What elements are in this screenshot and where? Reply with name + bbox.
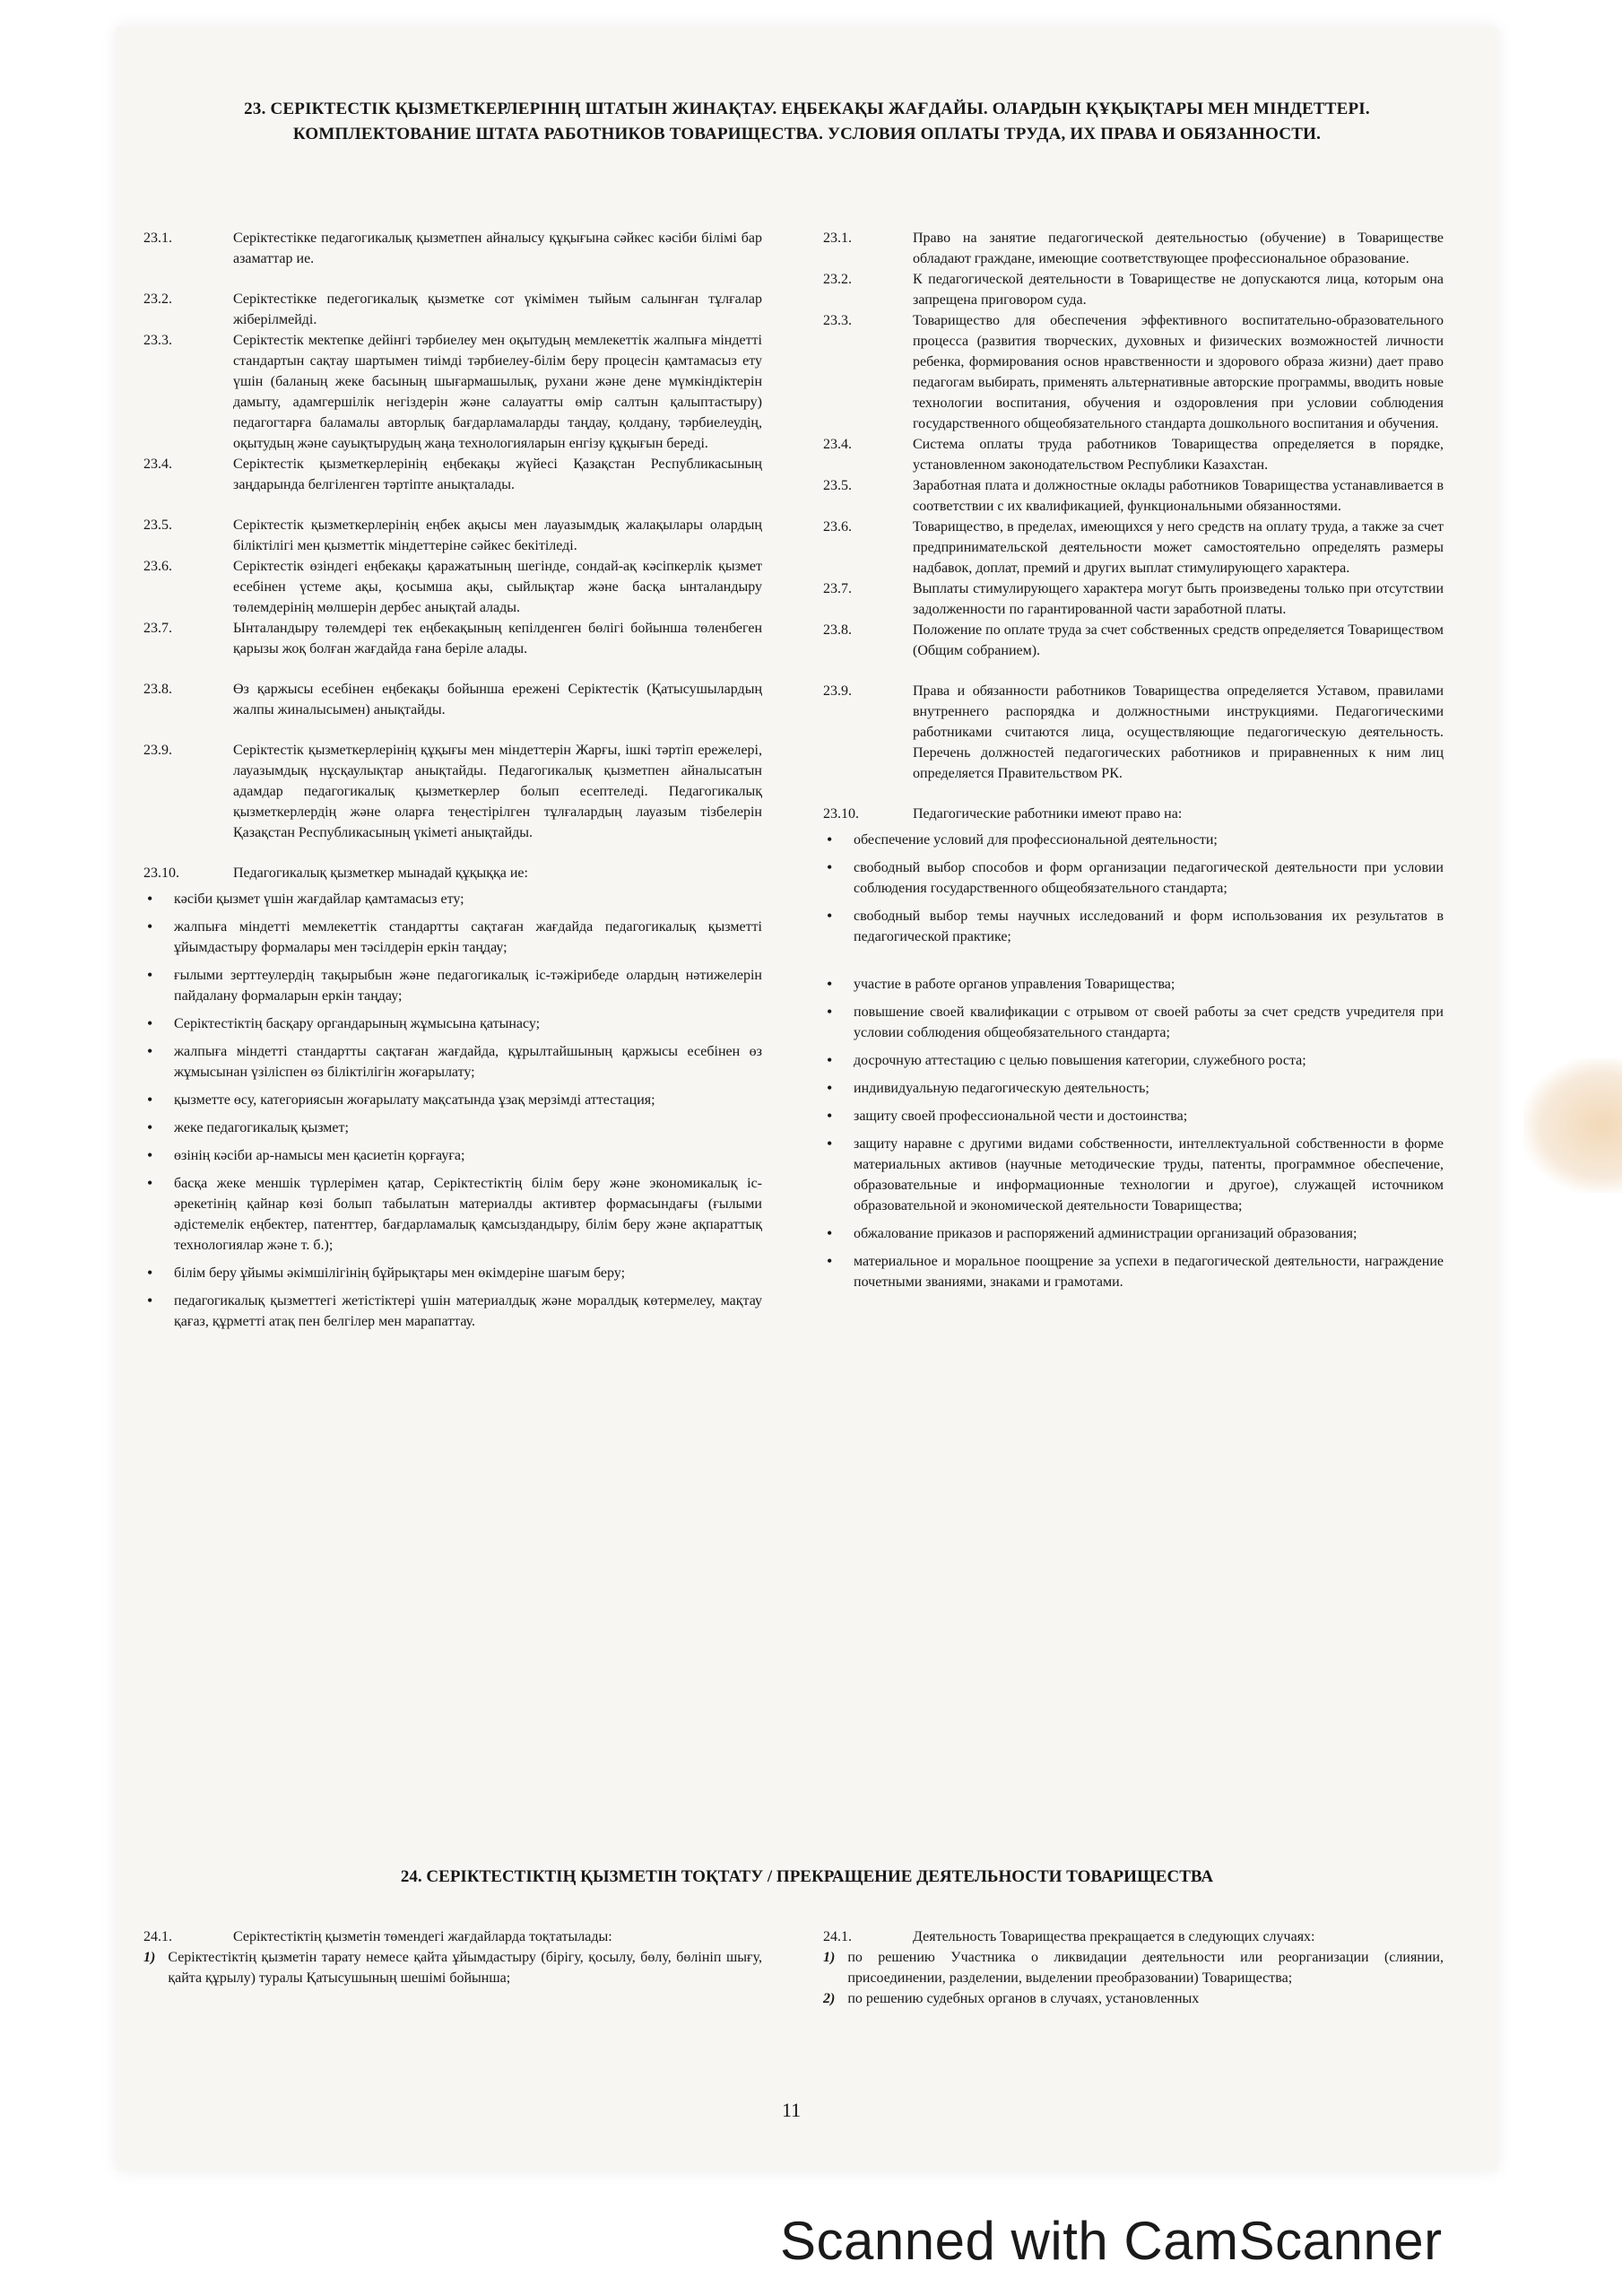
list-item: • защиту наравне с другими видами собственности, интеллектуальной собственности в форме материальных активов (научные методические труды, патенты, программное обеспечение, образовательные и информационные технологии и другое), служащей источником образовательной и экономической деятельности Товарищества; (823, 1134, 1444, 1216)
list-item: • досрочную аттестацию с целью повышения категории, служебного роста; (823, 1050, 1444, 1071)
ru-sub-item-2: 2) по решению судебных органов в случаях, установленных (823, 1991, 1200, 2006)
list-item: • индивидуальную педагогическую деятельность; (823, 1078, 1444, 1099)
kz-item-23-6: 23.6. Серіктестік өзіндегі еңбекақы қаражатының шегінде, сондай-ақ кәсіпкерлік қызмет есебінен үстеме ақы, қосымша ақы, сыйлықтар және басқа ынталандыру төлемдерінің мөлшерін дербес анықтай алады. (143, 559, 762, 615)
ru-item-23-7: 23.7. Выплаты стимулирующего характера могут быть произведены только при отсутствии задолженности по гарантированной части заработной платы. (823, 581, 1444, 617)
kz-item-23-2: 23.2. Серіктестікке педегогикалық қызметке сот үкімімен тыйым салынған тұлғалар жіберілмейді. (143, 291, 762, 327)
scanner-watermark: Scanned with CamScanner (780, 2211, 1443, 2271)
list-item: • обжалование приказов и распоряжений администрации организаций образования; (823, 1223, 1444, 1244)
kz-item-24-1: 24.1. Серіктестіктің қызметін төмендегі жағдайларда тоқтатылады: (143, 1929, 612, 1944)
list-item: • обеспечение условий для профессиональной деятельности; (823, 830, 1444, 850)
list-item: • материальное и моральное поощрение за успехи в педагогической деятельности, награждение почетными званиями, знаками и грамотами. (823, 1251, 1444, 1292)
kz-rights-list (143, 889, 762, 1332)
list-item: • жалпыға міндетті стандартты сақтаған жағдайда, құрылтайшының қаржысы есебінен өз жұмысынан үзіліспен өз біліктілігін жоғарылату; (143, 1041, 762, 1083)
ru-item-23-6: 23.6. Товарищество, в пределах, имеющихся у него средств на оплату труда, а также за счет предпринимательской деятельности может самостоятельно определять размеры надбавок, доплат, премий и других выплат стимулирующего характера. (823, 519, 1444, 576)
ru-item-23-9: 23.9. Права и обязанности работников Товарищества определяется Уставом, правилами внутреннего распорядка и должностными инструкциями. Педагогическими работниками считаются лица, осуществляющие педагогическую деятельность. Перечень должностей педагогических работников и приравненных к ним лиц определяется Правительством РК. (823, 683, 1444, 781)
ru-rights-list (823, 830, 1444, 1292)
list-item: • свободный выбор темы научных исследований и форм использования их результатов в педагогической практике; (823, 906, 1444, 947)
ru-section-24 (823, 1926, 1444, 2009)
list-item: • ғылыми зерттеулердің тақырыбын және педагогикалық іс-тәжірибеде олардың нәтижелерін пайдалану формаларын еркін таңдау; (143, 965, 762, 1006)
list-item: • педагогикалық қызметтегі жетістіктері үшін материалдық және моралдық көтермелеу, мақтау қағаз, құрметті атақ пен белгілер мен марапаттау. (143, 1291, 762, 1332)
kz-item-23-10: 23.10. Педагогикалық қызметкер мынадай құқыққа ие: (143, 865, 528, 881)
list-item: • қызметте өсу, категориясын жоғарылату мақсатында ұзақ мерзімді аттестация; (143, 1090, 762, 1110)
section-24-heading: 24. СЕРІКТЕСТІКТІҢ ҚЫЗМЕТІН ТОҚТАТУ / ПРЕКРАЩЕНИЕ ДЕЯТЕЛЬНОСТИ ТОВАРИЩЕСТВА (400, 1867, 1214, 1886)
kz-sub-item-1: 1) Серіктестіктің қызметін тарату немесе қайта ұйымдастыру (бірігу, қосылу, бөлу, бөлініп шығу, қайта құрылу) туралы Қатысушының шешімі бойынша; (143, 1950, 762, 1986)
kz-item-23-1: 23.1. Серіктестікке педагогикалық қызметпен айналысу құқығына сәйкес кәсіби білімі бар азаматтар ие. (143, 230, 762, 266)
ru-item-24-1: 24.1. Деятельность Товарищества прекращается в следующих случаях: (823, 1929, 1315, 1944)
ru-item-23-5: 23.5. Заработная плата и должностные оклады работников Товарищества устанавливается в соответствии с их квалификацией, функциональными обязанностями. (823, 478, 1444, 514)
list-item: • жалпыға міндетті мемлекеттік стандартты сақтаған жағдайда педагогикалық қызметті ұйымдастыру формалары мен тәсілдерін еркін таңдау; (143, 917, 762, 958)
list-item: • Серіктестіктің басқару органдарының жұмысына қатынасу; (143, 1013, 762, 1034)
scan-edge-artifact (1523, 1058, 1622, 1193)
list-item: • участие в работе органов управления Товарищества; (823, 974, 1444, 995)
list-item: • свободный выбор способов и форм организации педагогической деятельности при условии соблюдения государственного общеобязательного стандарта; (823, 857, 1444, 899)
kz-item-23-8: 23.8. Өз қаржысы есебінен еңбекақы бойынша ережені Серіктестік (Қатысушылардың жалпы жиналысымен) анықтайды. (143, 682, 762, 718)
ru-sub-item-1: 1) по решению Участника о ликвидации деятельности или реорганизации (слиянии, присоединении, разделении, выделении преобразовании) Товарищества; (823, 1950, 1444, 1986)
list-item: • өзінің кәсіби ар-намысы мен қасиетін қорғауға; (143, 1145, 762, 1166)
kz-item-23-7: 23.7. Ынталандыру төлемдері тек еңбекақының кепілденген бөлігі бойынша төленбеген қарызы жоқ болған жағдайда ғана беріле алады. (143, 621, 762, 657)
kazakh-column (143, 228, 762, 1339)
section-23-heading: 23. СЕРІКТЕСТІК ҚЫЗМЕТКЕРЛЕРІНІҢ ШТАТЫН ЖИНАҚТАУ. ЕҢБЕКАҚЫ ЖАҒДАЙЫ. ОЛАРДЫН ҚҰҚЫҚТАРЫ МЕН МІНДЕТТЕРІ. КОМПЛЕКТОВАНИЕ ШТАТА РАБОТНИКОВ ТОВАРИЩЕСТВА. УСЛОВИЯ ОПЛАТЫ ТРУДА, ИХ ПРАВА И ОБЯЗАННОСТИ. (244, 100, 1370, 144)
ru-item-23-4: 23.4. Система оплаты труда работников Товарищества определяется в порядке, установленном законодательством Республики Казахстан. (823, 437, 1444, 473)
list-item: • білім беру ұйымы әкімшілігінің бұйрықтары мен өкімдеріне шағым беру; (143, 1263, 762, 1283)
russian-column (823, 228, 1444, 1300)
ru-item-23-3: 23.3. Товарищество для обеспечения эффективного воспитательно-образовательного процесса (развития творческих, духовных и физических возможностей личности ребенка, формирования основ нравственности и здорового образа жизни) дает право педагогам выбирать, применять альтернативные авторские программы, вводить новые технологии воспитания, обучения и оздоровления при условии соблюдения государственного общеобязательного стандарта дошкольного воспитания и обучения. (823, 313, 1444, 431)
list-item: • басқа жеке меншік түрлерімен қатар, Серіктестіктің білім беру және экономикалық іс-әрекетінің қайнар көзі болып табылатын материалды активтер формасындағы (ғылыми әдістемелік еңбектер, патенттер, бағдарламалық қамсыздандыру, білім беру және ақпараттық технологиялар және т. б.); (143, 1173, 762, 1256)
kz-item-23-3: 23.3. Серіктестік мектепке дейінгі тәрбиелеу мен оқытудың мемлекеттік жалпыға міндетті стандартын сақтау шартымен тиімді тәрбиелеу-білім беру процесін қамтамасыз ету үшін (баланың жеке басының шығармашылық, рухани және дене мүмкіндіктерін дамыту, адамгершілік негіздерін және салауатты өмір салтын қалыптастыру) педагогтарға баламалы авторлық бағдарламаларды таңдау, қолдану, тәрбиелеудің, оқытудың және сауықтырудың жаңа технологияларын енгізу құқығын береді. (143, 333, 762, 451)
ru-item-23-1: 23.1. Право на занятие педагогической деятельностью (обучение) в Товариществе обладают граждане, имеющие соответствующее профессиональное образование. (823, 230, 1444, 266)
list-item: • жеке педагогикалық қызмет; (143, 1118, 762, 1138)
list-item: • защиту своей профессиональной чести и достоинства; (823, 1106, 1444, 1126)
list-item: • повышение своей квалификации с отрывом от своей работы за счет средств учредителя при условии соблюдения общеобязательного стандарта; (823, 1002, 1444, 1043)
kz-section-24 (143, 1926, 762, 1988)
kz-item-23-4: 23.4. Серіктестік қызметкерлерінің еңбекақы жүйесі Қазақстан Республикасының заңдарында белгіленген тәртіпте анықталады. (143, 457, 762, 492)
kz-item-23-5: 23.5. Серіктестік қызметкерлерінің еңбек ақысы мен лауазымдық жалақылары олардың біліктілігі мен қызметтік міндеттеріне сәйкес бекітіледі. (143, 517, 762, 553)
ru-item-23-10: 23.10. Педагогические работники имеют право на: (823, 806, 1183, 822)
ru-item-23-2: 23.2. К педагогической деятельности в Товариществе не допускаются лица, которым она запрещена приговором суда. (823, 272, 1444, 308)
kz-item-23-9: 23.9. Серіктестік қызметкерлерінің құқығы мен міндеттерін Жарғы, ішкі тәртіп ережелері, лауазымдық нұсқаулықтар анықтайды. Педагогикалық қызметпен айналысатын адамдар педагогикалық қызметкерлер болып есептеледі. Педагогикалық қызметкерлердің және оларға теңестірілген тұлғалардың лауазым тізбелерін Қазақстан Республикасының үкіметі анықтайды. (143, 743, 762, 840)
list-item: • кәсіби қызмет үшін жағдайлар қамтамасыз ету; (143, 889, 762, 909)
ru-item-23-8: 23.8. Положение по оплате труда за счет собственных средств определяется Товариществом (Общим собранием). (823, 622, 1444, 658)
page-number: 11 (782, 2099, 802, 2121)
